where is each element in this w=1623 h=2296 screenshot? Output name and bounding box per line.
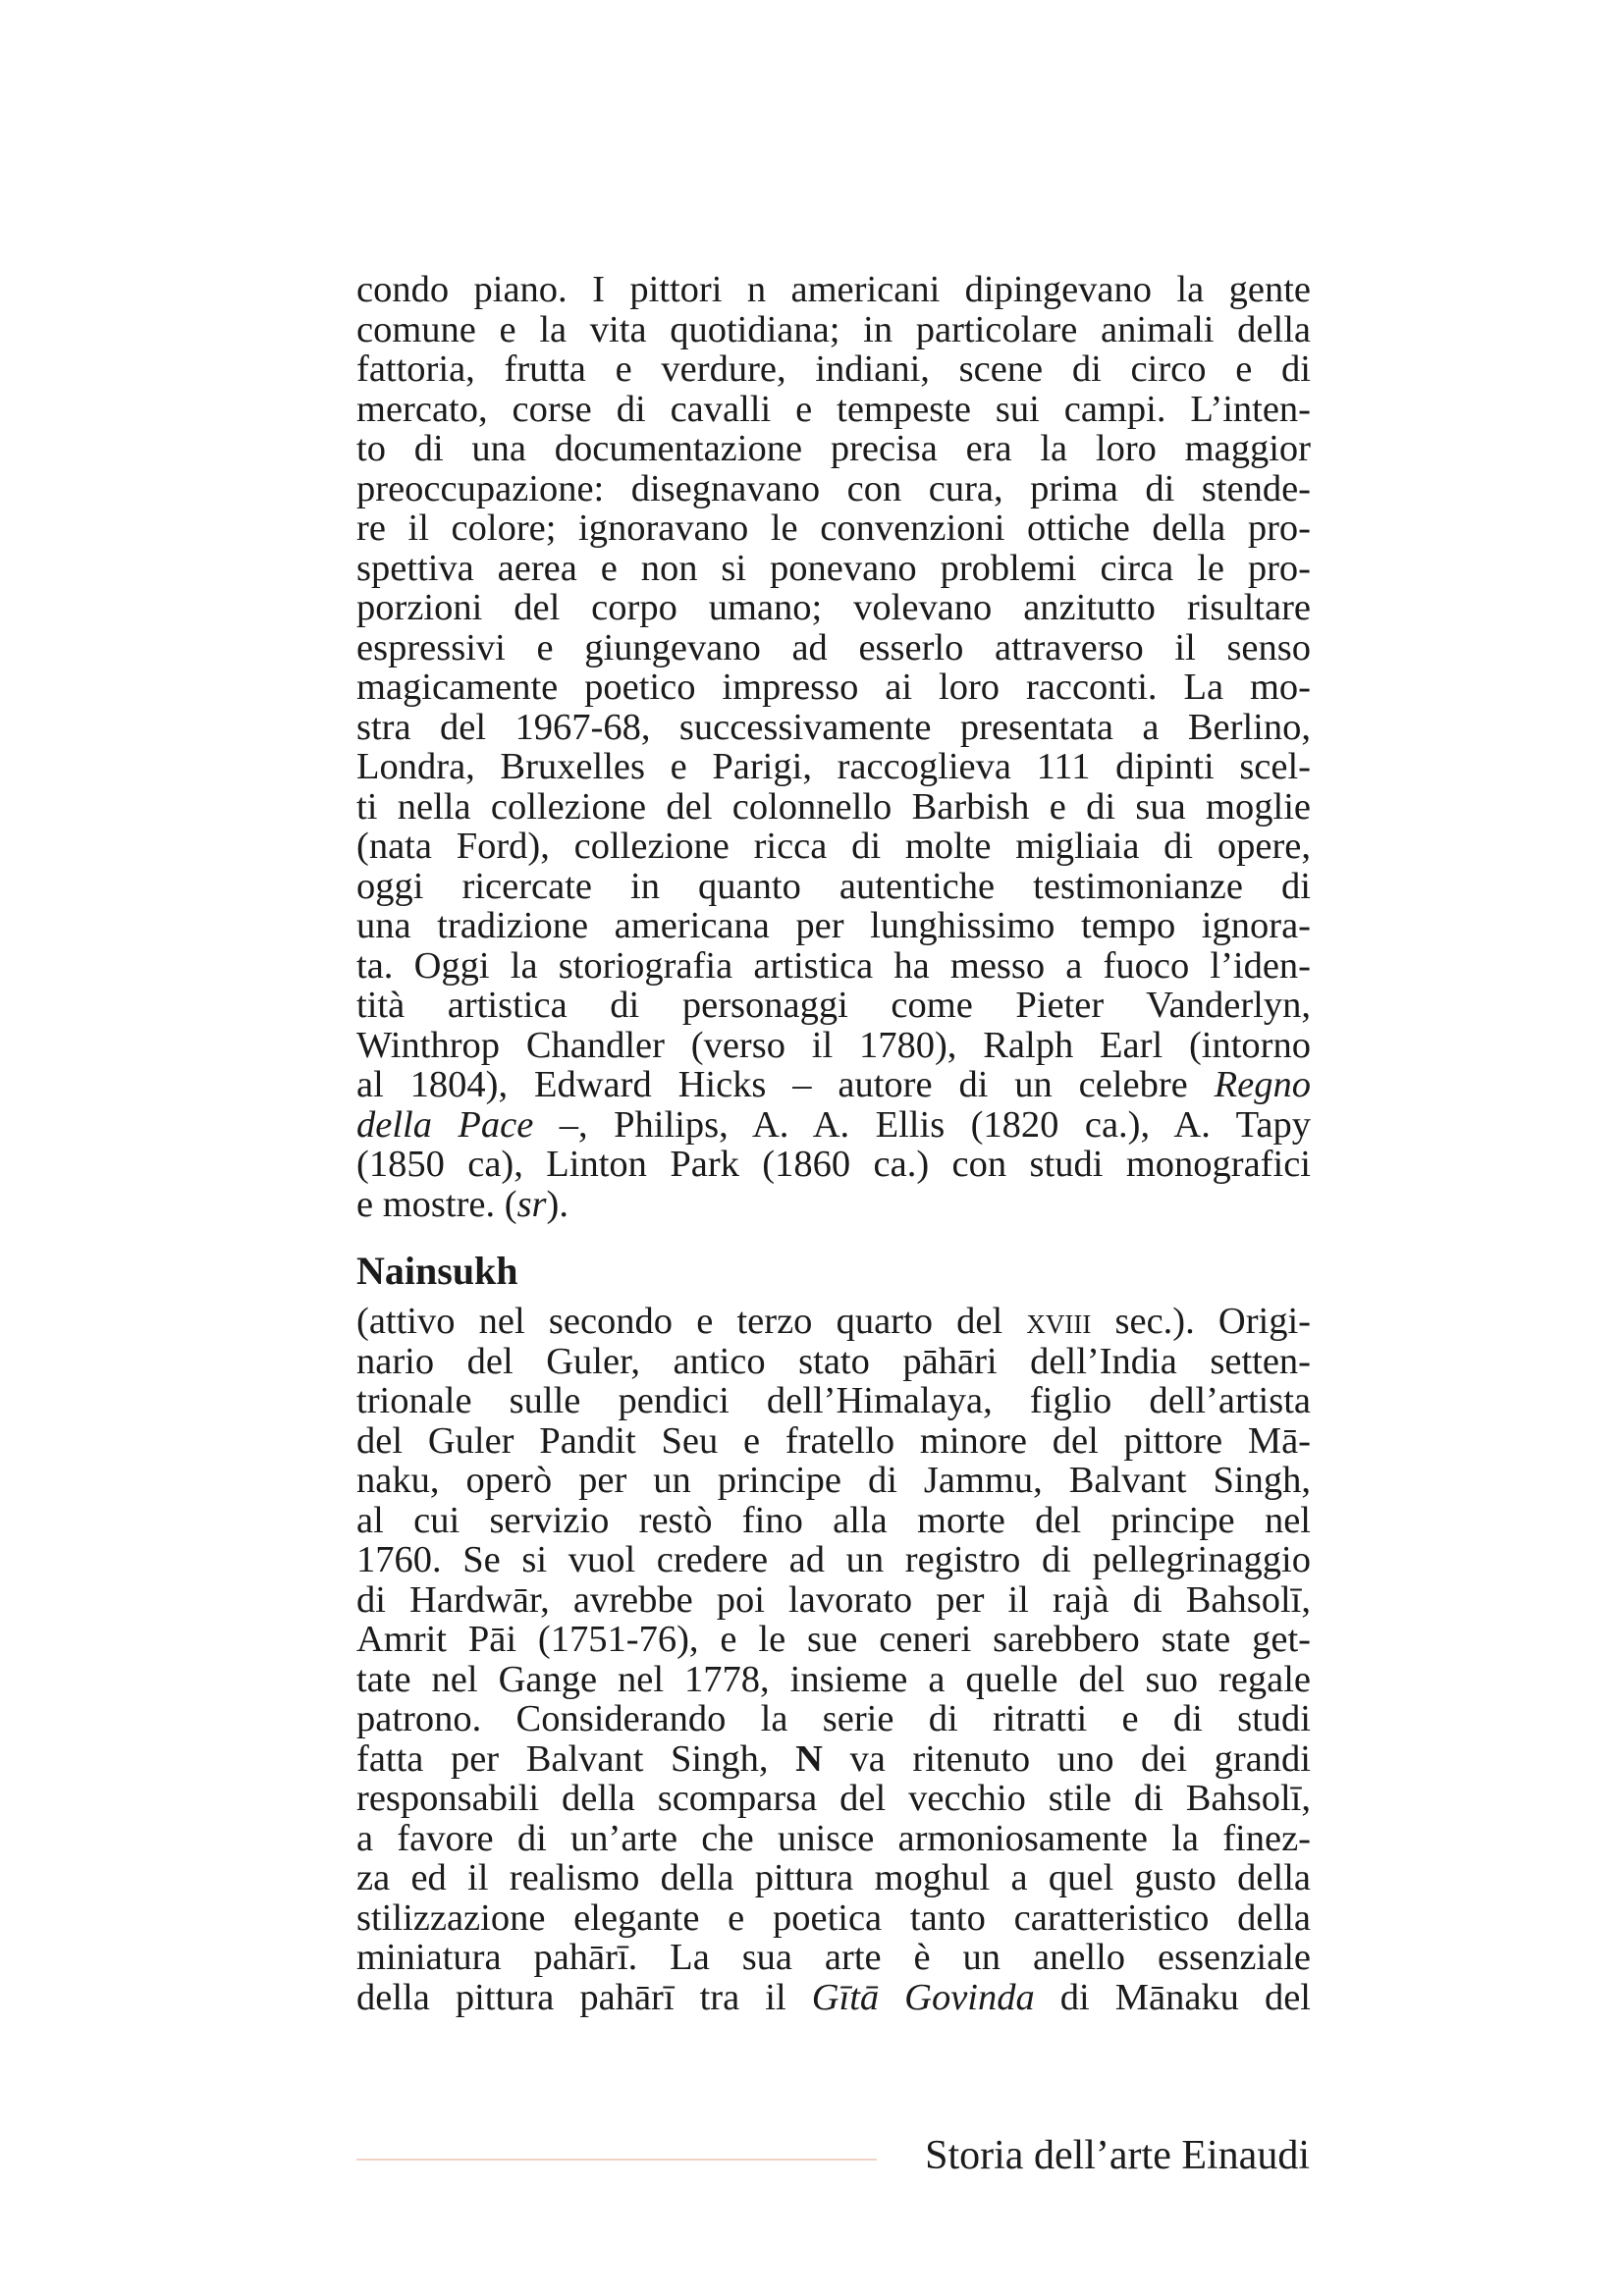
artwork-title: Regno	[1214, 1064, 1311, 1105]
text-line: 1760. Se si vuol credere ad un registro di pellegrinaggio	[356, 1539, 1311, 1580]
text-line: spettiva aerea e non si ponevano problemi circa le pro-	[356, 547, 1311, 589]
text-line: stra del 1967-68, successivamente presentata a Berlino,	[356, 706, 1311, 748]
text-line: Amrit Pāi (1751-76), e le sue ceneri sarebbero state get-	[356, 1619, 1311, 1660]
entry-heading: Nainsukh	[356, 1249, 518, 1293]
text-line: (1850 ca), Linton Park (1860 ca.) con studi monografici	[356, 1144, 1311, 1185]
text-line: fattoria, frutta e verdure, indiani, scene di circo e di	[356, 348, 1311, 390]
text-line: una tradizione americana per lunghissimo tempo ignora-	[356, 905, 1311, 946]
text-line: ta. Oggi la storiografia artistica ha messo a fuoco l’iden-	[356, 944, 1311, 987]
text-line: condo piano. I pittori n americani dipingevano la gente	[356, 269, 1311, 310]
text-line: porzioni del corpo umano; volevano anzitutto risultare	[356, 587, 1311, 628]
artwork-title: della Pace	[356, 1103, 534, 1146]
footer-title: Storia dell’arte Einaudi	[925, 2133, 1310, 2178]
text-line: Winthrop Chandler (verso il 1780), Ralph Earl (intorno	[356, 1024, 1311, 1066]
text-line: fatta per Balvant Singh, N va ritenuto uno dei grandi	[356, 1737, 1312, 1780]
text-line: trionale sulle pendici dell’Himalaya, figlio dell’artista	[356, 1380, 1311, 1421]
text-line: nario del Guler, antico stato pāhāri dell’India setten-	[356, 1340, 1311, 1382]
text-line: della pittura pahārī tra il Gītā Govinda di Mānaku del	[356, 1976, 1312, 2018]
text-line: tate nel Gange nel 1778, insieme a quelle del suo regale	[356, 1658, 1311, 1700]
text-line: Londra, Bruxelles e Parigi, raccoglieva 111 dipinti scel-	[356, 746, 1311, 787]
entry-abbreviation: N	[795, 1737, 823, 1780]
text-line: a favore di un’arte che unisce armoniosamente la finez-	[356, 1817, 1311, 1859]
text-line: al cui servizio restò fino alla morte del principe nel	[356, 1499, 1311, 1541]
text-line: patrono. Considerando la serie di ritratti e di studi	[356, 1698, 1311, 1739]
text-line: della Pace –, Philips, A. A. Ellis (1820 ca.), A. Tapy	[356, 1103, 1311, 1146]
text-line: ti nella collezione del colonnello Barbish e di sua moglie	[356, 785, 1311, 828]
text-line: stilizzazione elegante e poetica tanto caratteristico della	[356, 1896, 1311, 1939]
text-line: (attivo nel secondo e terzo quarto del xviii sec.). Origi-	[356, 1301, 1311, 1342]
text-line: miniatura pahārī. La sua arte è un anello essenziale	[356, 1937, 1311, 1978]
artwork-title: Gītā Govinda	[811, 1976, 1035, 2018]
text-line: del Guler Pandit Seu e fratello minore del pittore Mā-	[356, 1419, 1311, 1462]
entry-body	[356, 1302, 1311, 2017]
text-line: responsabili della scomparsa del vecchio stile di Bahsolī,	[356, 1778, 1311, 1819]
text-line: to di una documentazione precisa era la loro maggior	[356, 428, 1311, 469]
author-initials: sr	[516, 1183, 547, 1225]
text-line: za ed il realismo della pittura moghul a quel gusto della	[356, 1857, 1311, 1898]
footer-divider	[356, 2159, 877, 2161]
text-line: preoccupazione: disegnavano con cura, prima di stende-	[356, 467, 1311, 509]
text-line: magicamente poetico impresso ai loro racconti. La mo-	[356, 667, 1311, 708]
entry-continuation	[356, 270, 1311, 1224]
text-line: al 1804), Edward Hicks – autore di un celebre Regno	[356, 1064, 1311, 1105]
text-line: di Hardwār, avrebbe poi lavorato per il rajà di Bahsolī,	[356, 1578, 1311, 1621]
text-line: tità artistica di personaggi come Pieter Vanderlyn,	[356, 985, 1311, 1026]
text-line: espressivi e giungevano ad esserlo attraverso il senso	[356, 626, 1311, 668]
text-line: re il colore; ignoravano le convenzioni ottiche della pro-	[356, 507, 1311, 549]
roman-numeral: xviii	[1026, 1301, 1092, 1342]
text-line: mercato, corse di cavalli e tempeste sui campi. L’inten-	[356, 388, 1311, 430]
text-line: oggi ricercate in quanto autentiche testimonianze di	[356, 865, 1311, 907]
text-line: (nata Ford), collezione ricca di molte migliaia di opere,	[356, 826, 1311, 867]
text-line: e mostre. (sr).	[356, 1183, 568, 1225]
text-line: naku, operò per un principe di Jammu, Balvant Singh,	[356, 1460, 1311, 1501]
text-line: comune e la vita quotidiana; in particolare animali della	[356, 308, 1311, 350]
